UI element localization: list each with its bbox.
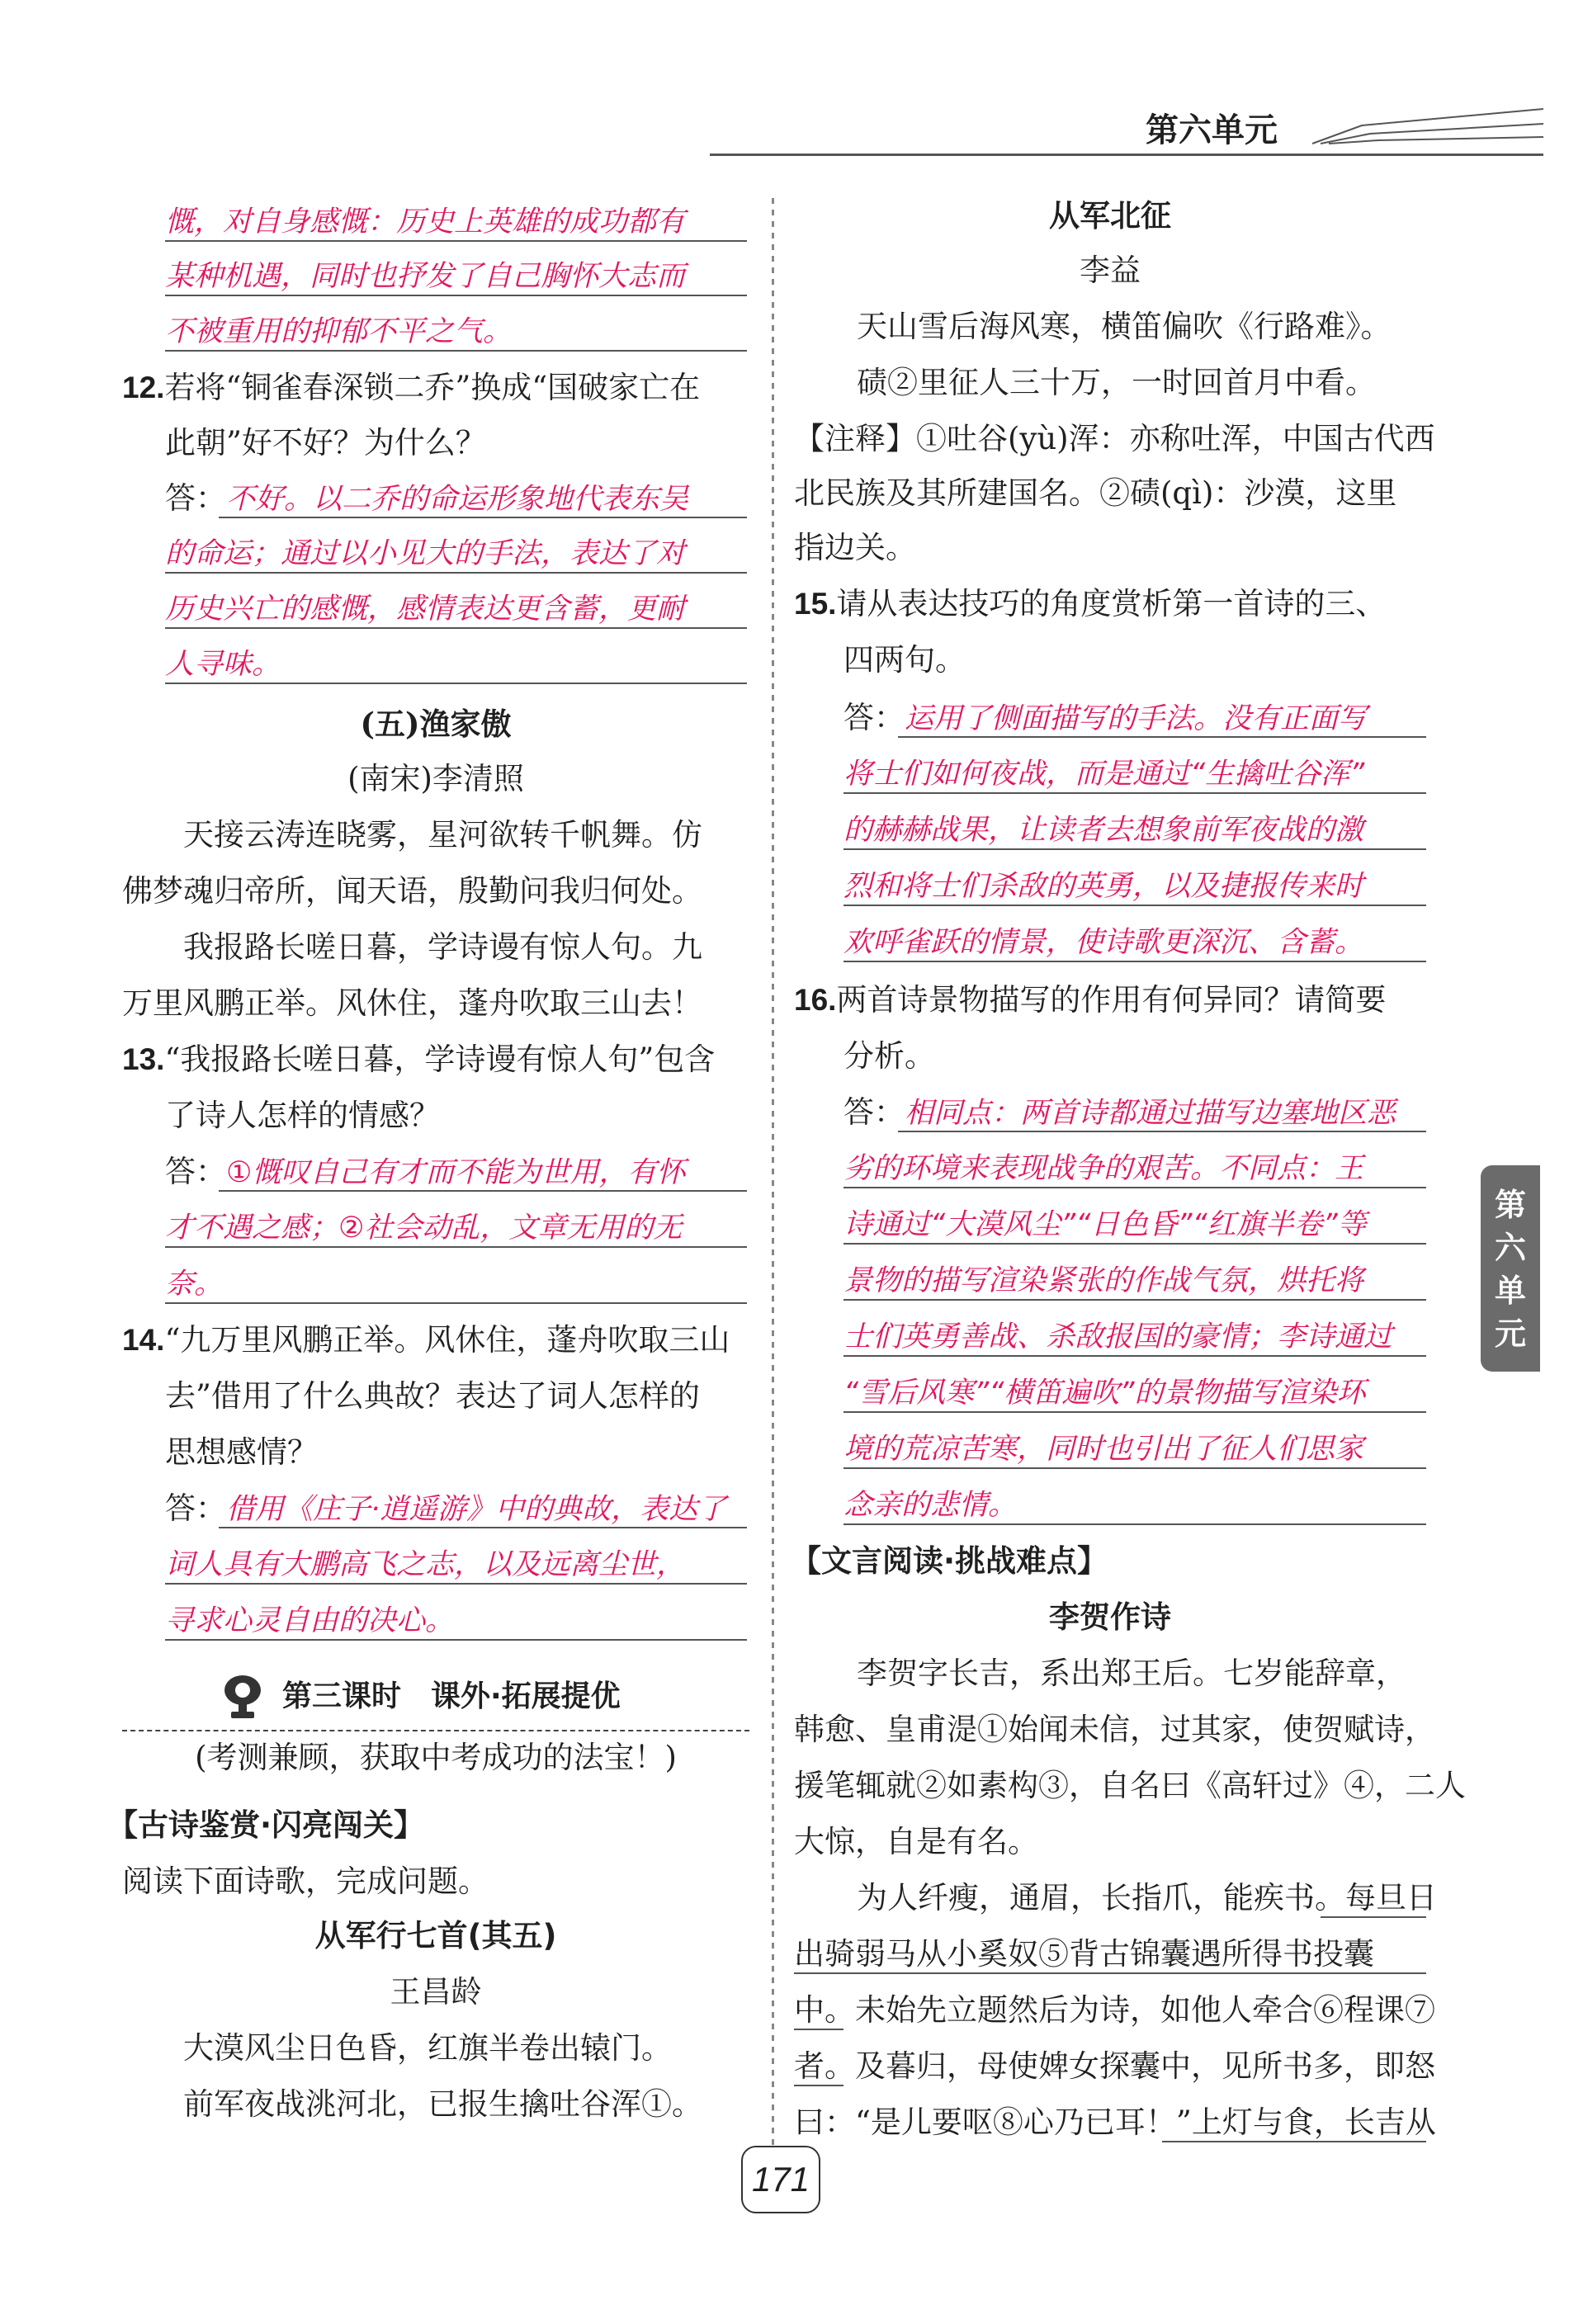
header-line bbox=[710, 154, 1543, 156]
section-poetry-header: 【古诗鉴赏·闪亮闯关】 bbox=[107, 1807, 425, 1843]
prose-line-6: 出骑弱马从小奚奴⑤背古锦囊遇所得书投囊 bbox=[794, 1936, 1374, 1972]
q13-answer-line-2: 才不遇之感；②社会动乱，文章无用的无 bbox=[165, 1212, 683, 1245]
poem-a-line-1: 大漠风尘日色昏，红旗半卷出辕门。 bbox=[183, 2030, 672, 2066]
poem-b-line-2: 碛②里征人三十万，一时回首月中看。 bbox=[857, 365, 1376, 400]
poem-a-line-2: 前军夜战洮河北，已报生擒吐谷浑①。 bbox=[183, 2086, 702, 2122]
q15-answer-line-4: 烈和将士们杀敌的英勇，以及捷报传来时 bbox=[843, 870, 1364, 903]
q15-answer-line-1: 答：运用了侧面描写的手法。没有正面写 bbox=[843, 700, 1368, 735]
question-14-cont-1: 去”借用了什么典故？表达了词人怎样的 bbox=[165, 1378, 700, 1414]
poem-b-author: 李益 bbox=[1080, 253, 1141, 288]
notes-line-3: 指边关。 bbox=[794, 530, 916, 565]
q15-answer-line-3: 的赫赫战果，让读者去想象前军夜战的激 bbox=[843, 814, 1364, 847]
q12-answer-line-1: 答：不好。以二乔的命运形象地代表东吴 bbox=[165, 480, 689, 516]
section-classical-header: 【文言阅读·挑战难点】 bbox=[791, 1543, 1108, 1579]
q16-answer-line-2: 劣的环境来表现战争的艰苦。不同点：王 bbox=[843, 1152, 1364, 1185]
prose-line-9: 曰：“是儿要呕⑧心乃已耳！”上灯与食，长吉从 bbox=[794, 2104, 1436, 2140]
q16-answer-line-3: 诗通过“大漠风尘”“日色昏”“红旗半卷”等 bbox=[843, 1208, 1367, 1241]
q11-answer-line-3: 不被重用的抑郁不平之气。 bbox=[165, 315, 513, 348]
q14-answer-line-2: 词人具有大鹏高飞之志，以及远离尘世， bbox=[165, 1548, 686, 1581]
prose-line-4: 大惊，自是有名。 bbox=[794, 1824, 1038, 1859]
q15-answer-line-5: 欢呼雀跃的情景，使诗歌更深沉、含蓄。 bbox=[843, 926, 1364, 959]
question-13-cont: 了诗人怎样的情感？ bbox=[165, 1098, 440, 1133]
q13-answer-line-3: 奈。 bbox=[165, 1268, 224, 1301]
q11-answer-line-1: 慨，对自身感慨：历史上英雄的成功都有 bbox=[165, 205, 686, 239]
notes-line-2: 北民族及其所建国名。②碛(qì)：沙漠，这里 bbox=[794, 475, 1397, 511]
poem-b-title: 从军北征 bbox=[1049, 198, 1171, 234]
prose-line-1: 李贺字长吉，系出郑王后。七岁能辞章， bbox=[857, 1656, 1406, 1691]
trophy-icon bbox=[216, 1670, 269, 1723]
q14-answer-line-3: 寻求心灵自由的决心。 bbox=[165, 1604, 455, 1637]
poem5-line-4: 万里风鹏正举。风休住，蓬舟吹取三山去！ bbox=[122, 985, 702, 1021]
poem-b-line-1: 天山雪后海风寒，横笛偏吹《行路难》。 bbox=[857, 309, 1392, 344]
q12-answer-line-4: 人寻味。 bbox=[165, 648, 281, 681]
notes-line-1: 【注释】①吐谷(yù)浑：亦称吐浑，中国古代西 bbox=[794, 421, 1435, 456]
question-14: 14.“九万里风鹏正举。风休住，蓬舟吹取三山 bbox=[122, 1322, 730, 1358]
poem5-line-3: 我报路长嗟日暮，学诗谩有惊人句。九 bbox=[183, 929, 702, 965]
question-16: 16.两首诗景物描写的作用有何异同？请简要 bbox=[794, 982, 1387, 1018]
poem5-title: (五)渔家傲 bbox=[360, 706, 512, 742]
prose-line-8: 者。及暮归，母使婢女探囊中，见所书多，即怒 bbox=[794, 2048, 1435, 2084]
q15-answer-line-2: 将士们如何夜战，而是通过“生擒吐谷浑” bbox=[843, 758, 1365, 791]
prose-line-2: 韩愈、皇甫湜①始闻未信，过其家，使贺赋诗， bbox=[794, 1712, 1435, 1747]
side-tab-unit: 第六单元 bbox=[1481, 1165, 1540, 1372]
poem-a-author: 王昌龄 bbox=[390, 1974, 482, 2010]
poem5-author: (南宋)李清照 bbox=[347, 761, 524, 796]
q13-answer-line-1: 答：①慨叹自己有才而不能为世用，有怀 bbox=[165, 1154, 686, 1189]
q16-answer-line-4: 景物的描写渲染紧张的作战气氛，烘托将 bbox=[843, 1264, 1364, 1297]
unit-title: 第六单元 bbox=[1146, 111, 1278, 149]
q16-answer-line-7: 境的荒凉苦寒，同时也引出了征人们思家 bbox=[843, 1433, 1364, 1466]
page-number: 171 bbox=[741, 2146, 820, 2213]
question-15-cont: 四两句。 bbox=[843, 642, 966, 678]
header-deco-lines bbox=[1312, 92, 1543, 150]
q16-answer-line-8: 念亲的悲情。 bbox=[843, 1489, 1018, 1522]
lesson-divider bbox=[122, 1730, 749, 1731]
question-14-cont-2: 思想感情？ bbox=[165, 1434, 318, 1470]
poem-a-title: 从军行七首(其五) bbox=[314, 1918, 557, 1953]
q16-answer-line-5: 士们英勇善战、杀敌报国的豪情；李诗通过 bbox=[843, 1320, 1393, 1353]
question-13: 13.“我报路长嗟日暮，学诗谩有惊人句”包含 bbox=[122, 1042, 716, 1077]
q14-answer-line-1: 答：借用《庄子·逍遥游》中的典故，表达了 bbox=[165, 1490, 727, 1526]
question-15: 15.请从表达技巧的角度赏析第一首诗的三、 bbox=[794, 586, 1387, 621]
q16-answer-line-6: “雪后风寒”“横笛遍吹”的景物描写渲染环 bbox=[843, 1377, 1366, 1410]
poem5-line-2: 佛梦魂归帝所，闻天语，殷勤问我归何处。 bbox=[122, 873, 702, 909]
prose-title: 李贺作诗 bbox=[1049, 1599, 1171, 1635]
q12-answer-line-2: 的命运；通过以小见大的手法，表达了对 bbox=[165, 537, 686, 570]
question-12: 12.若将“铜雀春深锁二乔”换成“国破家亡在 bbox=[122, 370, 701, 405]
instruction: 阅读下面诗歌，完成问题。 bbox=[122, 1863, 489, 1899]
column-divider bbox=[772, 198, 774, 2146]
prose-line-5: 为人纤瘦，通眉，长指爪，能疾书。每旦日 bbox=[857, 1880, 1437, 1915]
q16-answer-line-1: 答：相同点：两首诗都通过描写边塞地区恶 bbox=[843, 1094, 1396, 1130]
question-16-cont: 分析。 bbox=[843, 1038, 935, 1074]
q11-answer-line-2: 某种机遇，同时也抒发了自己胸怀大志而 bbox=[165, 260, 686, 293]
question-12-cont: 此朝”好不好？为什么？ bbox=[165, 425, 486, 461]
prose-line-7: 中。未始先立题然后为诗，如他人牵合⑥程课⑦ bbox=[794, 1992, 1435, 2028]
lesson-subtitle: (考测兼顾，获取中考成功的法宝！) bbox=[195, 1740, 677, 1775]
poem5-line-1: 天接云涛连晓雾，星河欲转千帆舞。仿 bbox=[183, 817, 702, 853]
lesson-title: 第三课时 课外·拓展提优 bbox=[282, 1679, 621, 1713]
prose-line-3: 援笔辄就②如素构③，自名曰《高轩过》④，二人 bbox=[794, 1768, 1466, 1803]
q12-answer-line-3: 历史兴亡的感慨，感情表达更含蓄，更耐 bbox=[165, 593, 686, 626]
